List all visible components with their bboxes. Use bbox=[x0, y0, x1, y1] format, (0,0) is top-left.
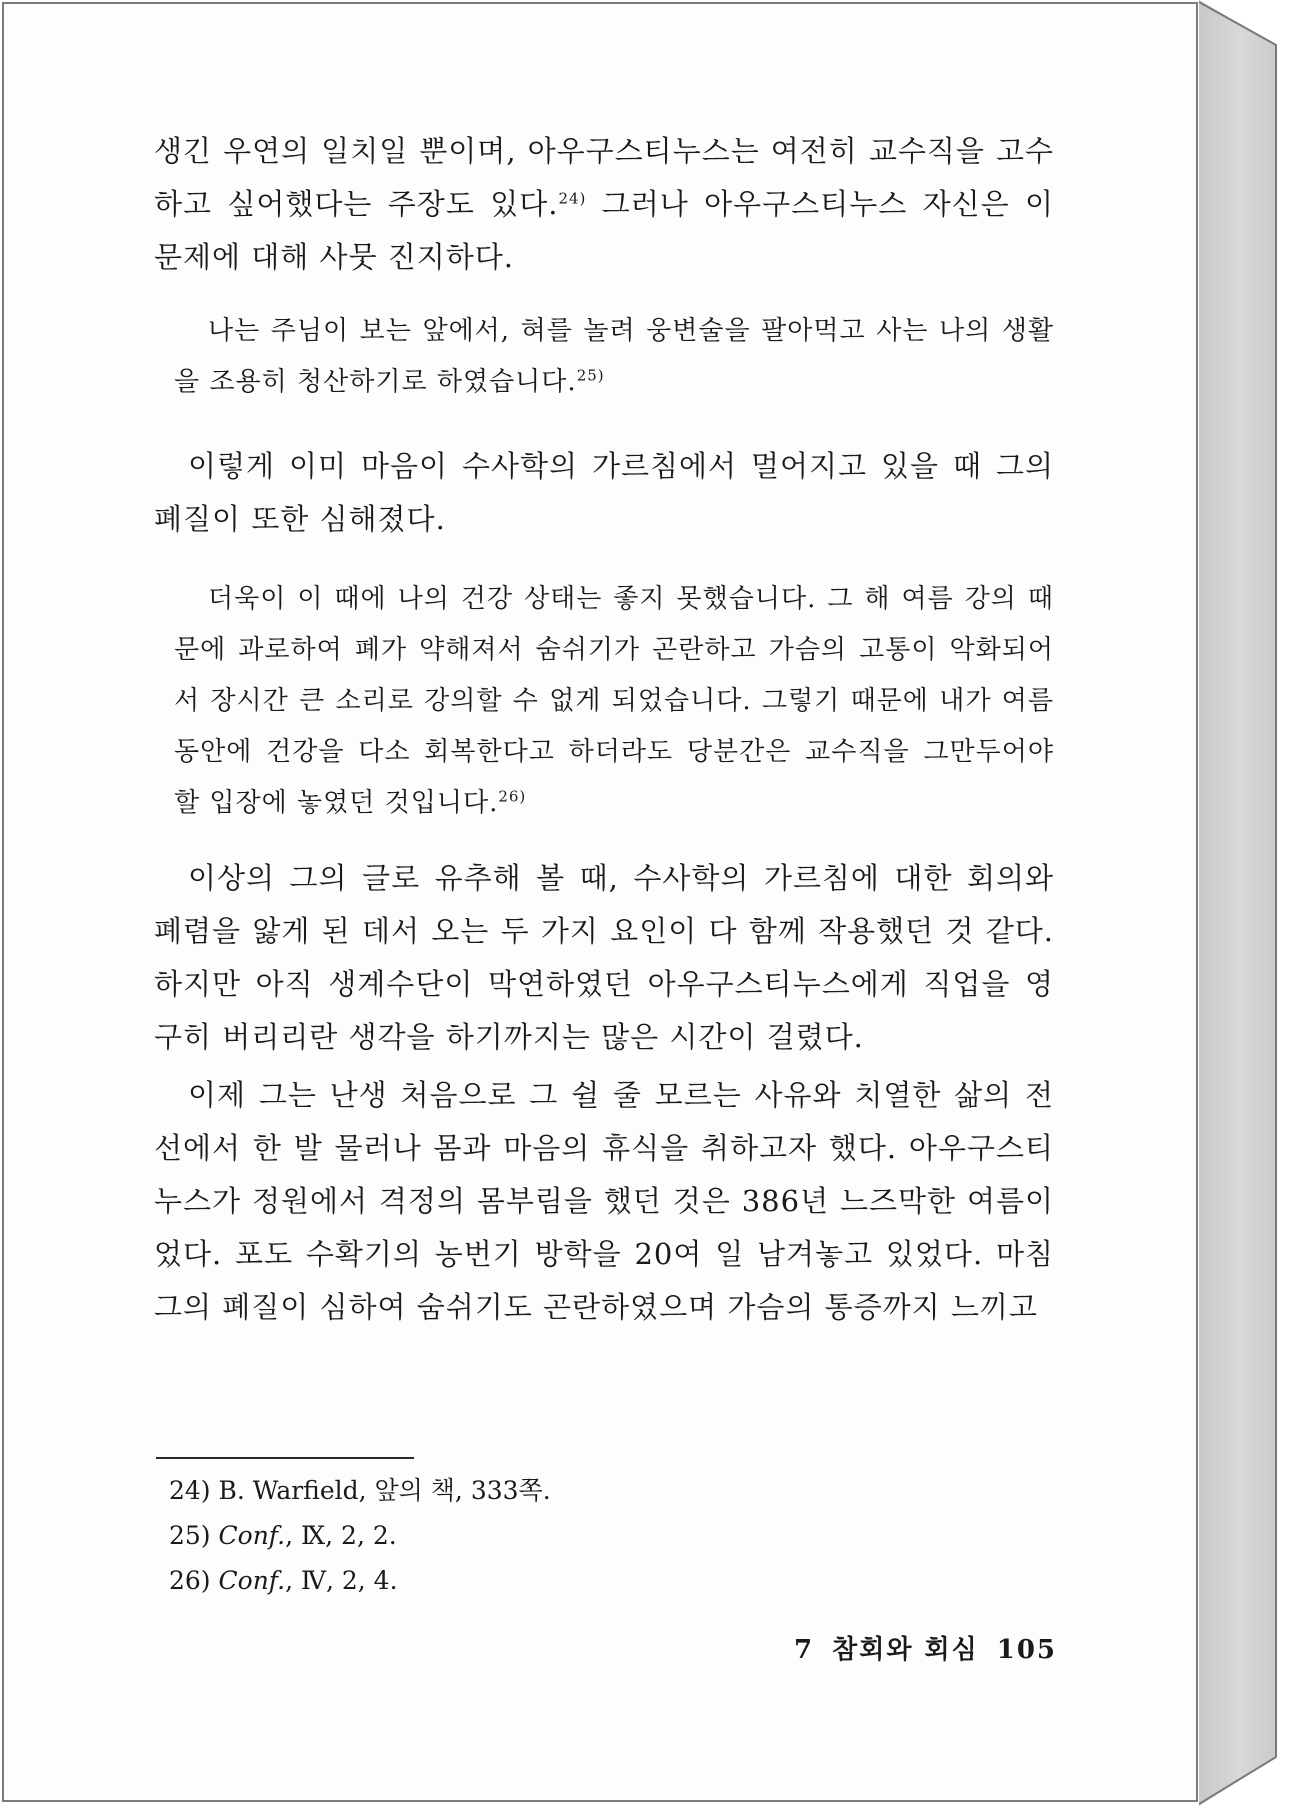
body-paragraph-4 bbox=[154, 1069, 1054, 1334]
block-quote-2 bbox=[174, 574, 1054, 829]
footnote-24 bbox=[169, 1468, 551, 1513]
body-paragraph-1 bbox=[154, 125, 1054, 284]
footnotes bbox=[169, 1468, 551, 1603]
body-paragraph-2 bbox=[154, 440, 1054, 546]
footnote-marker: 24) bbox=[558, 189, 587, 208]
footnote-number: 25) bbox=[169, 1521, 211, 1550]
footnote-reference: Conf. bbox=[218, 1521, 286, 1550]
paragraph-text: 그러나 아우구스티누스 자신은 이 문제에 대해 사뭇 진지하다. bbox=[154, 187, 1054, 274]
chapter-title: 참회와 회심 bbox=[832, 1635, 979, 1665]
paragraph-text: 이제 그는 난생 처음으로 그 쉴 줄 모르는 사유와 치열한 삶의 전선에서 한 발 물러나 몸과 마음의 휴식을 취하고자 했다. 아우구스티누스가 정원에서 격정의 몸부림을 했던 것은 386년 느즈막한 여름이었다. 포도 수확기의 농번기 방학을 20여 일 남겨놓고 있었다. 마침 그의 폐질이 심하여 숨쉬기도 곤란하였으며 가슴의 통증까지 느끼고 bbox=[154, 1078, 1054, 1324]
page-number: 105 bbox=[996, 1635, 1058, 1665]
running-footer bbox=[794, 1629, 1075, 1666]
book-page bbox=[2, 2, 1198, 1802]
paragraph-text: 이상의 그의 글로 유추해 볼 때, 수사학의 가르침에 대한 회의와 폐렴을 앓게 된 데서 오는 두 가지 요인이 다 함께 작용했던 것 같다. 하지만 아직 생계수단이 막연하였던 아우구스티누스에게 직업을 영구히 버리리란 생각을 하기까지는 많은 시간이 걸렸다. bbox=[154, 861, 1054, 1054]
footnote-marker: 25) bbox=[576, 366, 605, 385]
paragraph-text: 생긴 우연의 일치일 뿐이며, 아우구스티누스는 여전히 교수직을 고수하고 싶어했다는 주장도 있다. bbox=[154, 134, 1054, 221]
footnote-text: , Ⅸ, 2, 2. bbox=[285, 1521, 397, 1550]
footnote-26 bbox=[169, 1558, 551, 1603]
footnote-number: 24) bbox=[169, 1476, 211, 1505]
footnote-25 bbox=[169, 1513, 551, 1558]
book-edge bbox=[1199, 0, 1302, 1806]
footnote-text: , Ⅳ, 2, 4. bbox=[285, 1566, 398, 1595]
body-paragraph-3 bbox=[154, 852, 1054, 1064]
chapter-number: 7 bbox=[794, 1635, 815, 1665]
paragraph-text: 이렇게 이미 마음이 수사학의 가르침에서 멀어지고 있을 때 그의 폐질이 또한 심해졌다. bbox=[154, 449, 1054, 536]
footnote-reference: Conf. bbox=[218, 1566, 286, 1595]
quote-text: 나는 주님이 보는 앞에서, 혀를 놀려 웅변술을 팔아먹고 사는 나의 생활을 조용히 청산하기로 하였습니다. bbox=[174, 316, 1054, 397]
footnote-divider bbox=[156, 1457, 414, 1459]
footnote-text: B. Warfield, 앞의 책, 333쪽. bbox=[218, 1476, 551, 1505]
footnote-marker: 26) bbox=[498, 787, 527, 806]
quote-text: 더욱이 이 때에 나의 건강 상태는 좋지 못했습니다. 그 해 여름 강의 때문에 과로하여 폐가 약해져서 숨쉬기가 곤란하고 가슴의 고통이 악화되어서 장시간 큰 소리로 강의할 수 없게 되었습니다. 그렇기 때문에 내가 여름 동안에 건강을 다소 회복한다고 하더라도 당분간은 교수직을 그만두어야 할 입장에 놓였던 것입니다. bbox=[174, 584, 1054, 818]
block-quote-1 bbox=[174, 306, 1054, 408]
footnote-number: 26) bbox=[169, 1566, 211, 1595]
